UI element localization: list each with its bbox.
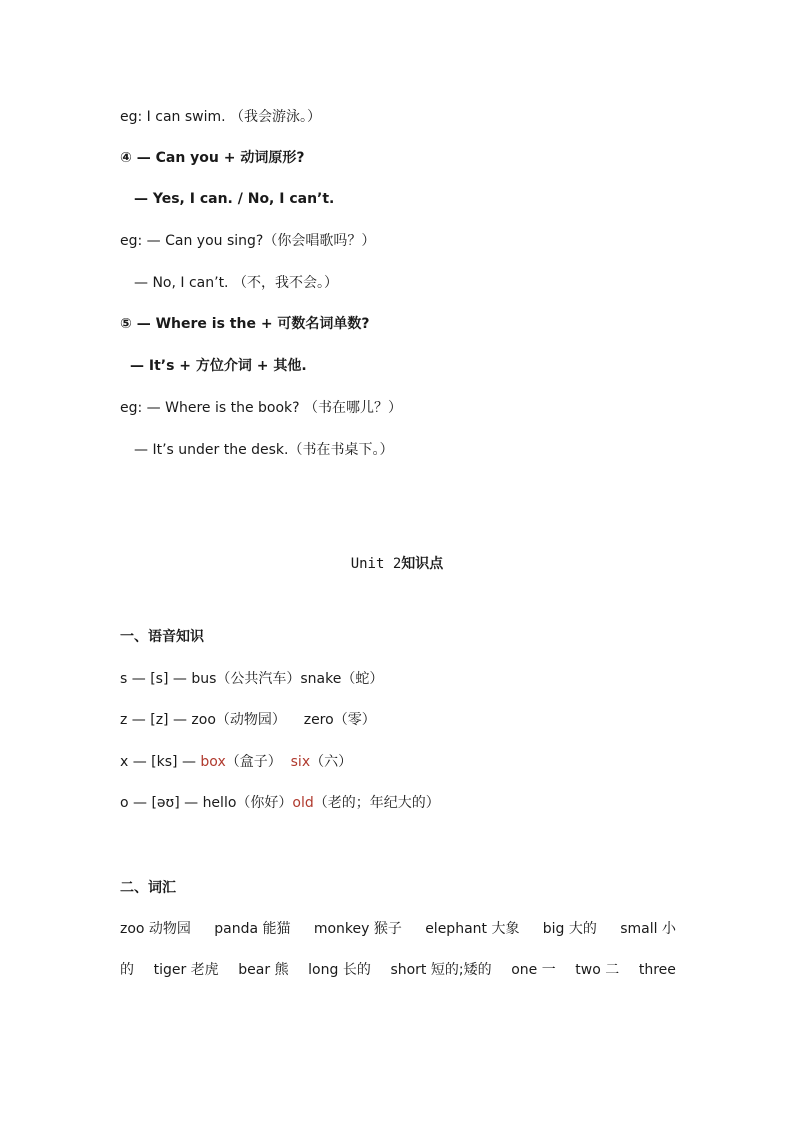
phonics-meaning: （动物园） — [215, 712, 304, 728]
vocab-item: bear 熊 — [238, 962, 289, 978]
unit-title — [0, 554, 794, 574]
vocab-item: big 大的 — [542, 921, 597, 937]
unit-title-en: Unit 2 — [350, 556, 402, 572]
phonics-word: bus — [191, 671, 217, 687]
phonics-meaning: （盒子） — [225, 754, 291, 770]
phonics-word: zoo — [191, 712, 216, 728]
vocab-row — [120, 960, 676, 980]
vocab-item: 的 — [120, 962, 134, 978]
phonics-meaning: （老的；年纪大的） — [313, 795, 440, 811]
phonics-meaning: （六） — [310, 754, 353, 770]
phonics-word: zero — [303, 712, 334, 728]
vocab-heading: 二、词汇 — [120, 880, 176, 896]
phonics-row — [120, 669, 383, 689]
phonics-heading: 一、语音知识 — [120, 629, 204, 645]
vocab-item: long 长的 — [308, 962, 371, 978]
vocab-item: three — [638, 962, 676, 978]
phonics-prefix: o — [əʊ] — — [120, 795, 203, 811]
phonics-prefix: z — [z] — — [120, 712, 192, 728]
vocab-item: two 二 — [575, 962, 620, 978]
vocab-item: elephant 大象 — [425, 921, 520, 937]
example-sing-answer: — No, I can’t. （不，我不会。） — [134, 275, 338, 291]
vocab-item: one 一 — [511, 962, 556, 978]
vocab-item: tiger 老虎 — [153, 962, 219, 978]
phonics-meaning: （蛇） — [341, 671, 384, 687]
phonics-row — [120, 793, 440, 813]
vocab-item: panda 能猫 — [214, 921, 291, 937]
phonics-word: snake — [300, 671, 342, 687]
phonics-row — [120, 752, 352, 772]
example-book-answer: — It’s under the desk.（书在书桌下。） — [134, 442, 394, 458]
pattern-5-answer: — It’s + 方位介词 + 其他. — [130, 358, 307, 374]
phonics-meaning: （你好） — [236, 795, 293, 811]
phonics-prefix: s — [s] — — [120, 671, 192, 687]
phonics-word: old — [292, 795, 314, 811]
vocab-row — [120, 919, 676, 939]
example-book-question: eg: — Where is the book? （书在哪儿？） — [120, 400, 403, 416]
pattern-4-question: ④ — Can you + 动词原形? — [120, 150, 305, 166]
vocab-list — [120, 919, 676, 980]
phonics-word: hello — [202, 795, 237, 811]
phonics-prefix: x — [ks] — — [120, 754, 201, 770]
phonics-word: box — [200, 754, 226, 770]
example-sing-question: eg: — Can you sing?（你会唱歌吗？） — [120, 233, 376, 249]
vocab-item: monkey 猴子 — [313, 921, 402, 937]
pattern-5-question: ⑤ — Where is the + 可数名词单数? — [120, 316, 370, 332]
phonics-row — [120, 710, 376, 730]
phonics-word: six — [290, 754, 311, 770]
phonics-meaning: （公共汽车） — [216, 671, 301, 687]
phonics-meaning: （零） — [333, 712, 376, 728]
pattern-4-answer: — Yes, I can. / No, I can’t. — [134, 191, 335, 207]
unit-title-zh: 知识点 — [401, 556, 444, 572]
vocab-item: zoo 动物园 — [120, 921, 191, 937]
vocab-item: small 小 — [620, 921, 676, 937]
example-swim: eg: I can swim. （我会游泳。） — [120, 109, 322, 125]
vocab-item: short 短的;矮的 — [390, 962, 492, 978]
